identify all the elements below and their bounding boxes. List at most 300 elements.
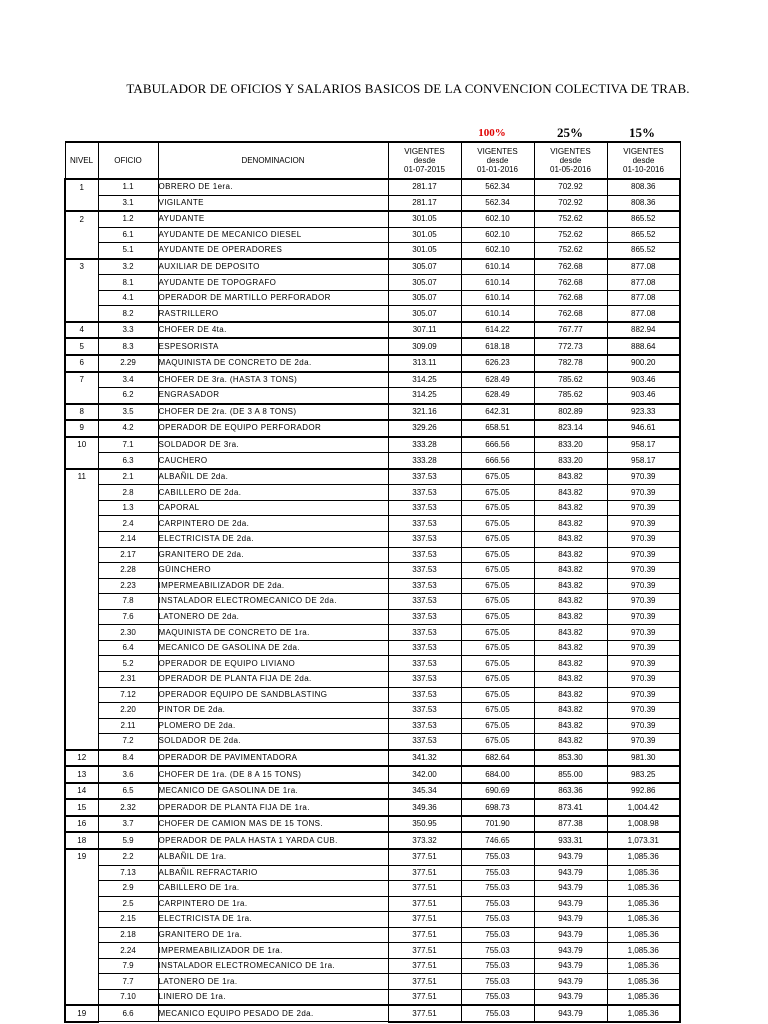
salary-2016-05-cell: 943.79	[534, 974, 607, 990]
nivel-cell	[65, 243, 98, 259]
table-row	[65, 322, 680, 339]
salary-2016-01-cell: 658.51	[461, 420, 534, 437]
salary-2016-01-cell: 755.03	[461, 896, 534, 912]
nivel-cell: 4	[65, 322, 98, 339]
nivel-cell	[65, 594, 98, 610]
salary-2016-01-cell: 755.03	[461, 865, 534, 881]
salary-2015-07-cell: 333.28	[388, 437, 461, 453]
nivel-cell	[65, 547, 98, 563]
denominacion-cell: MAQUINISTA DE CONCRETO DE 1ra.	[158, 625, 388, 641]
oficio-cell: 2.5	[98, 896, 158, 912]
salary-2015-07-cell: 337.53	[388, 640, 461, 656]
oficio-cell: 2.8	[98, 485, 158, 501]
salary-2016-05-cell: 843.82	[534, 563, 607, 579]
salary-2016-01-cell: 562.34	[461, 195, 534, 211]
salary-2016-01-cell: 682.64	[461, 750, 534, 767]
salary-2016-01-cell: 675.05	[461, 485, 534, 501]
salary-2016-10-cell: 1,085.36	[607, 881, 680, 897]
table-row	[65, 1005, 680, 1022]
percentage-15: 15%	[629, 125, 655, 140]
salary-2016-05-cell: 843.82	[534, 594, 607, 610]
salary-2015-07-cell: 349.36	[388, 799, 461, 816]
nivel-cell	[65, 500, 98, 516]
salary-2015-07-cell: 305.07	[388, 259, 461, 275]
salary-2016-01-cell: 602.10	[461, 243, 534, 259]
salary-2016-05-cell: 843.82	[534, 609, 607, 625]
salary-2016-05-cell: 843.82	[534, 718, 607, 734]
salary-2016-01-cell: 642.31	[461, 404, 534, 421]
percentage-25: 25%	[557, 125, 583, 140]
salary-2016-05-cell: 752.62	[534, 243, 607, 259]
denominacion-cell: SOLDADOR DE 3ra.	[158, 437, 388, 453]
table-row	[65, 275, 680, 291]
header-vigentes-2016-01	[461, 142, 534, 179]
salary-2015-07-cell: 337.53	[388, 485, 461, 501]
salary-2016-10-cell: 970.39	[607, 500, 680, 516]
salary-2016-01-cell: 675.05	[461, 703, 534, 719]
header-date: 01-10-2016	[623, 165, 664, 174]
salary-2016-05-cell: 802.89	[534, 404, 607, 421]
salary-2015-07-cell: 333.28	[388, 453, 461, 469]
salary-2016-10-cell: 970.39	[607, 625, 680, 641]
table-body	[65, 179, 680, 1022]
oficio-cell: 8.2	[98, 306, 158, 322]
denominacion-cell: MECANICO DE GASOLINA DE 2da.	[158, 640, 388, 656]
oficio-cell: 3.5	[98, 404, 158, 421]
salary-2016-05-cell: 943.79	[534, 927, 607, 943]
denominacion-cell: CABILLERO DE 1ra.	[158, 881, 388, 897]
nivel-cell: 5	[65, 338, 98, 355]
salary-2016-01-cell: 746.65	[461, 832, 534, 849]
oficio-cell: 2.24	[98, 943, 158, 959]
salary-2016-01-cell: 675.05	[461, 578, 534, 594]
nivel-cell: 15	[65, 799, 98, 816]
salary-2016-01-cell: 690.69	[461, 783, 534, 800]
salary-2016-01-cell: 698.73	[461, 799, 534, 816]
oficio-cell: 4.2	[98, 420, 158, 437]
denominacion-cell: CABILLERO DE 2da.	[158, 485, 388, 501]
salary-2015-07-cell: 305.07	[388, 290, 461, 306]
salary-2016-01-cell: 675.05	[461, 671, 534, 687]
nivel-cell	[65, 687, 98, 703]
oficio-cell: 2.23	[98, 578, 158, 594]
oficio-cell: 2.15	[98, 912, 158, 928]
table-row	[65, 783, 680, 800]
salary-2015-07-cell: 377.51	[388, 989, 461, 1005]
nivel-cell	[65, 453, 98, 469]
oficio-cell: 7.6	[98, 609, 158, 625]
salary-2016-10-cell: 1,085.36	[607, 896, 680, 912]
header-date: 01-07-2015	[404, 165, 445, 174]
nivel-cell	[65, 290, 98, 306]
salary-2016-10-cell: 1,073.31	[607, 832, 680, 849]
nivel-cell	[65, 974, 98, 990]
salary-2016-05-cell: 843.82	[534, 516, 607, 532]
salary-2016-10-cell: 877.08	[607, 275, 680, 291]
salary-2016-05-cell: 843.82	[534, 640, 607, 656]
table-row	[65, 687, 680, 703]
nivel-cell	[65, 516, 98, 532]
salary-2015-07-cell: 341.32	[388, 750, 461, 767]
denominacion-cell: OPERADOR DE PLANTA FIJA DE 1ra.	[158, 799, 388, 816]
table-row	[65, 958, 680, 974]
salary-2015-07-cell: 337.53	[388, 734, 461, 750]
oficio-cell: 7.8	[98, 594, 158, 610]
percentage-100: 100%	[478, 127, 506, 139]
salary-2016-01-cell: 675.05	[461, 609, 534, 625]
salary-2015-07-cell: 337.53	[388, 469, 461, 485]
denominacion-cell: CHOFER DE 1ra. (DE 8 A 15 TONS)	[158, 766, 388, 783]
nivel-cell	[65, 532, 98, 548]
salary-2016-10-cell: 1,008.98	[607, 816, 680, 833]
salary-2015-07-cell: 342.00	[388, 766, 461, 783]
salary-2016-10-cell: 808.36	[607, 179, 680, 195]
salary-2016-10-cell: 958.17	[607, 437, 680, 453]
oficio-cell: 2.28	[98, 563, 158, 579]
salary-2016-01-cell: 675.05	[461, 625, 534, 641]
salary-2015-07-cell: 337.53	[388, 500, 461, 516]
oficio-cell: 6.5	[98, 783, 158, 800]
denominacion-cell: ALBAÑIL DE 2da.	[158, 469, 388, 485]
nivel-cell: 2	[65, 211, 98, 227]
salary-2016-05-cell: 752.62	[534, 227, 607, 243]
denominacion-cell: CHOFER DE 4ta.	[158, 322, 388, 339]
oficio-cell: 2.18	[98, 927, 158, 943]
salary-2016-01-cell: 755.03	[461, 974, 534, 990]
oficio-cell: 8.4	[98, 750, 158, 767]
salary-2016-05-cell: 767.77	[534, 322, 607, 339]
oficio-cell: 2.17	[98, 547, 158, 563]
nivel-cell: 9	[65, 420, 98, 437]
salary-2015-07-cell: 377.51	[388, 1005, 461, 1022]
denominacion-cell: CHOFER DE CAMION MAS DE 15 TONS.	[158, 816, 388, 833]
oficio-cell: 3.7	[98, 816, 158, 833]
salary-2016-05-cell: 855.00	[534, 766, 607, 783]
header-label: VIGENTES	[623, 147, 664, 156]
salary-2016-05-cell: 853.30	[534, 750, 607, 767]
oficio-cell: 5.2	[98, 656, 158, 672]
header-label: VIGENTES	[477, 147, 518, 156]
table-row	[65, 195, 680, 211]
salary-2016-10-cell: 970.39	[607, 734, 680, 750]
salary-2016-05-cell: 943.79	[534, 849, 607, 865]
salary-2016-01-cell: 675.05	[461, 532, 534, 548]
oficio-cell: 6.1	[98, 227, 158, 243]
salary-2016-05-cell: 785.62	[534, 388, 607, 404]
oficio-cell: 2.11	[98, 718, 158, 734]
table-row	[65, 211, 680, 227]
denominacion-cell: INSTALADOR ELECTROMECANICO DE 2da.	[158, 594, 388, 610]
salary-2016-01-cell: 602.10	[461, 227, 534, 243]
salary-2016-10-cell: 1,085.36	[607, 943, 680, 959]
salary-2016-01-cell: 610.14	[461, 259, 534, 275]
salary-2016-10-cell: 970.39	[607, 703, 680, 719]
denominacion-cell: IMPERMEABILIZADOR DE 1ra.	[158, 943, 388, 959]
denominacion-cell: OPERADOR DE EQUIPO PERFORADOR	[158, 420, 388, 437]
table-row	[65, 578, 680, 594]
salary-2015-07-cell: 377.51	[388, 927, 461, 943]
table-row	[65, 243, 680, 259]
oficio-cell: 8.1	[98, 275, 158, 291]
salary-2016-05-cell: 843.82	[534, 547, 607, 563]
salary-2015-07-cell: 337.53	[388, 671, 461, 687]
table-row	[65, 656, 680, 672]
salary-2016-01-cell: 675.05	[461, 469, 534, 485]
denominacion-cell: GRANITERO DE 2da.	[158, 547, 388, 563]
oficio-cell: 2.2	[98, 849, 158, 865]
table-row	[65, 469, 680, 485]
salary-2016-10-cell: 1,085.36	[607, 927, 680, 943]
nivel-cell: 11	[65, 469, 98, 485]
salary-2016-10-cell: 992.86	[607, 783, 680, 800]
table-row	[65, 437, 680, 453]
header-label: VIGENTES	[404, 147, 445, 156]
salary-2015-07-cell: 337.53	[388, 703, 461, 719]
nivel-cell: 3	[65, 259, 98, 275]
salary-2015-07-cell: 321.16	[388, 404, 461, 421]
salary-2015-07-cell: 281.17	[388, 195, 461, 211]
salary-2016-10-cell: 970.39	[607, 516, 680, 532]
oficio-cell: 2.9	[98, 881, 158, 897]
nivel-cell: 16	[65, 816, 98, 833]
salary-2015-07-cell: 337.53	[388, 656, 461, 672]
nivel-cell	[65, 927, 98, 943]
salary-2016-10-cell: 970.39	[607, 609, 680, 625]
salary-2016-10-cell: 1,085.36	[607, 974, 680, 990]
table-row	[65, 640, 680, 656]
salary-2016-05-cell: 933.31	[534, 832, 607, 849]
salary-2016-05-cell: 943.79	[534, 896, 607, 912]
oficio-cell: 6.6	[98, 1005, 158, 1022]
nivel-cell	[65, 485, 98, 501]
denominacion-cell: OPERADOR DE PALA HASTA 1 YARDA CUB.	[158, 832, 388, 849]
table-row	[65, 718, 680, 734]
salary-2016-01-cell: 626.23	[461, 355, 534, 372]
salary-2015-07-cell: 337.53	[388, 625, 461, 641]
salary-table	[64, 141, 681, 1023]
salary-2015-07-cell: 329.26	[388, 420, 461, 437]
denominacion-cell: OPERADOR DE PAVIMENTADORA	[158, 750, 388, 767]
oficio-cell: 1.2	[98, 211, 158, 227]
salary-2016-05-cell: 877.38	[534, 816, 607, 833]
denominacion-cell: IMPERMEABILIZADOR DE 2da.	[158, 578, 388, 594]
salary-2015-07-cell: 337.53	[388, 563, 461, 579]
header-oficio: OFICIO	[98, 142, 158, 179]
table-row	[65, 404, 680, 421]
header-label: desde	[486, 156, 509, 165]
table-row	[65, 355, 680, 372]
salary-2016-05-cell: 782.78	[534, 355, 607, 372]
salary-2016-10-cell: 877.08	[607, 259, 680, 275]
table-row	[65, 865, 680, 881]
table-row	[65, 179, 680, 195]
salary-2016-05-cell: 702.92	[534, 179, 607, 195]
salary-2016-10-cell: 1,085.36	[607, 865, 680, 881]
table-row	[65, 500, 680, 516]
denominacion-cell: AYUDANTE DE MECANICO DIESEL	[158, 227, 388, 243]
salary-2016-10-cell: 1,085.36	[607, 1005, 680, 1022]
salary-2015-07-cell: 345.34	[388, 783, 461, 800]
table-row	[65, 594, 680, 610]
table-row	[65, 290, 680, 306]
salary-2016-10-cell: 970.39	[607, 687, 680, 703]
header-vigentes-2015-07	[388, 142, 461, 179]
nivel-cell	[65, 563, 98, 579]
table-row	[65, 816, 680, 833]
salary-2016-05-cell: 772.73	[534, 338, 607, 355]
salary-2016-01-cell: 755.03	[461, 943, 534, 959]
salary-2016-10-cell: 865.52	[607, 211, 680, 227]
salary-2016-01-cell: 675.05	[461, 516, 534, 532]
oficio-cell: 3.4	[98, 372, 158, 388]
salary-2016-01-cell: 755.03	[461, 912, 534, 928]
salary-2016-10-cell: 1,085.36	[607, 849, 680, 865]
oficio-cell: 7.9	[98, 958, 158, 974]
denominacion-cell: OBRERO DE 1era.	[158, 179, 388, 195]
table-row	[65, 547, 680, 563]
oficio-cell: 2.30	[98, 625, 158, 641]
oficio-cell: 2.20	[98, 703, 158, 719]
salary-2016-10-cell: 865.52	[607, 243, 680, 259]
denominacion-cell: LATONERO DE 1ra.	[158, 974, 388, 990]
oficio-cell: 7.2	[98, 734, 158, 750]
oficio-cell: 3.2	[98, 259, 158, 275]
oficio-cell: 5.1	[98, 243, 158, 259]
oficio-cell: 3.1	[98, 195, 158, 211]
salary-2016-05-cell: 762.68	[534, 259, 607, 275]
denominacion-cell: CHOFER DE 3ra. (HASTA 3 TONS)	[158, 372, 388, 388]
salary-2016-01-cell: 562.34	[461, 179, 534, 195]
table-row	[65, 849, 680, 865]
denominacion-cell: ELECTRICISTA DE 1ra.	[158, 912, 388, 928]
salary-2016-05-cell: 843.82	[534, 625, 607, 641]
salary-2016-01-cell: 675.05	[461, 734, 534, 750]
denominacion-cell: CARPINTERO DE 1ra.	[158, 896, 388, 912]
denominacion-cell: AYUDANTE DE TOPOGRAFO	[158, 275, 388, 291]
table-row	[65, 881, 680, 897]
table-row	[65, 625, 680, 641]
denominacion-cell: RASTRILLERO	[158, 306, 388, 322]
denominacion-cell: OPERADOR DE PLANTA FIJA DE 2da.	[158, 671, 388, 687]
salary-2016-05-cell: 843.82	[534, 703, 607, 719]
nivel-cell: 14	[65, 783, 98, 800]
salary-2016-10-cell: 970.39	[607, 578, 680, 594]
salary-2015-07-cell: 337.53	[388, 578, 461, 594]
salary-2016-10-cell: 808.36	[607, 195, 680, 211]
salary-2015-07-cell: 377.51	[388, 912, 461, 928]
nivel-cell	[65, 306, 98, 322]
salary-2016-01-cell: 675.05	[461, 656, 534, 672]
nivel-cell	[65, 578, 98, 594]
nivel-cell	[65, 734, 98, 750]
salary-2015-07-cell: 350.95	[388, 816, 461, 833]
salary-2016-05-cell: 943.79	[534, 989, 607, 1005]
nivel-cell	[65, 640, 98, 656]
table-row	[65, 671, 680, 687]
denominacion-cell: ELECTRICISTA DE 2da.	[158, 532, 388, 548]
denominacion-cell: LINIERO DE 1ra.	[158, 989, 388, 1005]
denominacion-cell: OPERADOR DE MARTILLO PERFORADOR	[158, 290, 388, 306]
salary-2016-10-cell: 865.52	[607, 227, 680, 243]
salary-2015-07-cell: 377.51	[388, 974, 461, 990]
salary-2016-10-cell: 970.39	[607, 469, 680, 485]
salary-2016-10-cell: 877.08	[607, 290, 680, 306]
salary-2016-01-cell: 755.03	[461, 1005, 534, 1022]
oficio-cell: 3.6	[98, 766, 158, 783]
salary-2016-10-cell: 946.61	[607, 420, 680, 437]
table-row	[65, 532, 680, 548]
salary-2016-05-cell: 843.82	[534, 532, 607, 548]
nivel-cell	[65, 896, 98, 912]
salary-2016-05-cell: 843.82	[534, 734, 607, 750]
denominacion-cell: OPERADOR EQUIPO DE SANDBLASTING	[158, 687, 388, 703]
nivel-cell: 1	[65, 179, 98, 195]
salary-2016-10-cell: 970.39	[607, 485, 680, 501]
nivel-cell	[65, 656, 98, 672]
table-header	[65, 142, 680, 179]
header-label: desde	[413, 156, 436, 165]
nivel-cell	[65, 227, 98, 243]
nivel-cell: 10	[65, 437, 98, 453]
oficio-cell: 5.9	[98, 832, 158, 849]
salary-2016-01-cell: 755.03	[461, 927, 534, 943]
salary-2015-07-cell: 377.51	[388, 958, 461, 974]
header-date: 01-01-2016	[477, 165, 518, 174]
denominacion-cell: GRANITERO DE 1ra.	[158, 927, 388, 943]
salary-2016-01-cell: 675.05	[461, 563, 534, 579]
salary-2015-07-cell: 377.51	[388, 849, 461, 865]
table-row	[65, 420, 680, 437]
salary-2016-10-cell: 970.39	[607, 656, 680, 672]
salary-2016-05-cell: 752.62	[534, 211, 607, 227]
salary-2016-10-cell: 983.25	[607, 766, 680, 783]
table-row	[65, 766, 680, 783]
salary-2015-07-cell: 377.51	[388, 881, 461, 897]
nivel-cell: 18	[65, 832, 98, 849]
denominacion-cell: AYUDANTE	[158, 211, 388, 227]
denominacion-cell: CAPORAL	[158, 500, 388, 516]
table-row	[65, 989, 680, 1005]
nivel-cell	[65, 958, 98, 974]
oficio-cell: 2.32	[98, 799, 158, 816]
salary-2016-05-cell: 762.68	[534, 290, 607, 306]
denominacion-cell: MECANICO DE GASOLINA DE 1ra.	[158, 783, 388, 800]
salary-2016-05-cell: 762.68	[534, 275, 607, 291]
salary-2016-05-cell: 762.68	[534, 306, 607, 322]
salary-2016-05-cell: 873.41	[534, 799, 607, 816]
salary-2015-07-cell: 314.25	[388, 372, 461, 388]
salary-2015-07-cell: 377.51	[388, 865, 461, 881]
header-vigentes-2016-05	[534, 142, 607, 179]
header-nivel: NIVEL	[65, 142, 98, 179]
salary-2016-10-cell: 970.39	[607, 594, 680, 610]
denominacion-cell: ALBAÑIL REFRACTARIO	[158, 865, 388, 881]
nivel-cell	[65, 275, 98, 291]
salary-2016-10-cell: 970.39	[607, 547, 680, 563]
nivel-cell	[65, 609, 98, 625]
salary-2015-07-cell: 337.53	[388, 609, 461, 625]
denominacion-cell: AYUDANTE DE OPERADORES	[158, 243, 388, 259]
table-row	[65, 338, 680, 355]
denominacion-cell: PLOMERO DE 2da.	[158, 718, 388, 734]
salary-2016-10-cell: 1,085.36	[607, 989, 680, 1005]
salary-2016-05-cell: 843.82	[534, 485, 607, 501]
salary-2015-07-cell: 301.05	[388, 243, 461, 259]
table-row	[65, 306, 680, 322]
salary-2016-10-cell: 1,085.36	[607, 958, 680, 974]
salary-2016-10-cell: 900.20	[607, 355, 680, 372]
denominacion-cell: ALBAÑIL DE 1ra.	[158, 849, 388, 865]
